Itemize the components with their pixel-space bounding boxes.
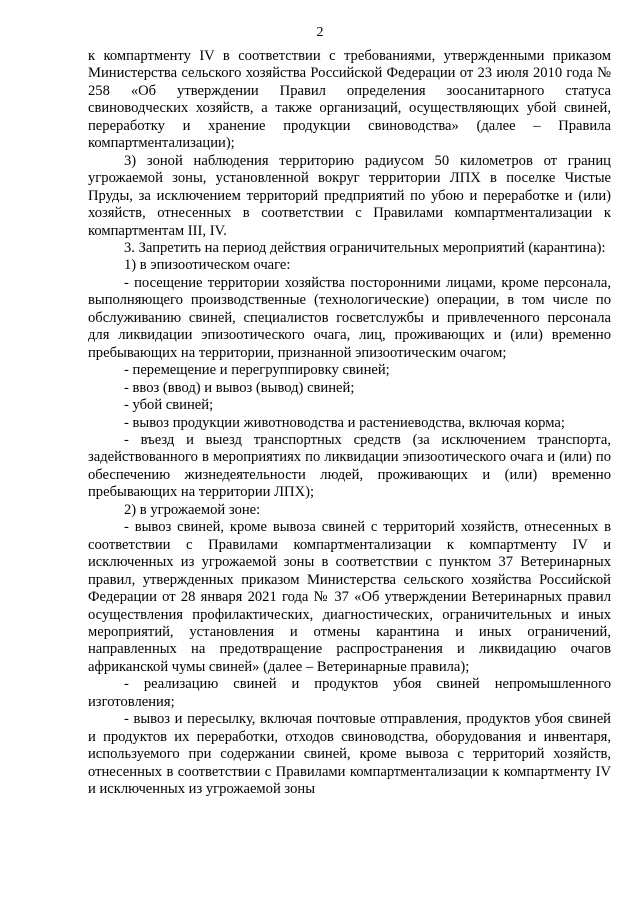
paragraph-continuation: к компартменту IV в соответствии с требованиями, утвержденными приказом Министерства сельского хозяйства Российской Федерации от 23 июля 2010 года № 258 «Об утверждении Правил определения зоосанитарного статуса свиноводческих хозяйств, а также организаций, осуществляющих убой свиней, переработку и хранение продукции свиноводства» (далее – Правила компартментализации); [88, 48, 611, 152]
list-item-pig-export: - вывоз свиней, кроме вывоза свиней с территорий хозяйств, отнесенных в соответствии с Правилами компартментализации к компартменту IV и исключенных из угрожаемой зоны в соответствии с пунктом 37 Ветеринарных правил, утвержденных приказом Министерства сельского хозяйства Российской Федерации от 28 января 2021 года № 37 «Об утверждении Ветеринарных правил осуществления профилактических, диагностических, ограничительных и иных мероприятий, установления и отмены карантина и иных ограничений, направленных на предотвращение распространения и ликвидацию очагов африканской чумы свиней» (далее – Ветеринарные правила); [88, 519, 611, 675]
list-item-sale: - реализацию свиней и продуктов убоя свиней непромышленного изготовления; [88, 676, 611, 710]
paragraph-focus-heading: 1) в эпизоотическом очаге: [124, 257, 291, 274]
list-item-vehicles: - въезд и выезд транспортных средств (за исключением транспорта, задействованного в мероприятиях по ликвидации эпизоотического очага и (или) по обеспечению жизнедеятельности людей, проживающих и (или) временно пребывающих на территории ЛПХ); [88, 431, 611, 501]
list-item-visiting: - посещение территории хозяйства посторонними лицами, кроме персонала, выполняющего производственные (технологические) операции, в том числе по обслуживанию свиней, специалистов госветслужбы и привлеченного персонала для ликвидации эпизоотического очага, лиц, проживающих и (или) временно пребывающих на территории, признанной эпизоотическим очагом; [88, 274, 611, 361]
list-item-slaughter: - убой свиней; [124, 397, 214, 414]
paragraph-threat-zone-heading: 2) в угрожаемой зоне: [124, 501, 261, 518]
page-number: 2 [316, 25, 324, 40]
list-item-movement: - перемещение и перегруппировку свиней; [124, 362, 390, 379]
list-item-products-export: - вывоз продукции животноводства и растениеводства, включая корма; [124, 414, 565, 431]
document-body [88, 48, 611, 798]
list-item-shipping: - вывоз и пересылку, включая почтовые отправления, продуктов убоя свиней и продуктов их переработки, отходов свиноводства, оборудования и инвентаря, используемого при содержании свиней, кроме вывоза с территорий хозяйств, отнесенных в соответствии с Правилами компартментализации к компартменту IV и исключенных из угрожаемой зоны [88, 711, 611, 798]
paragraph-prohibition-intro: 3. Запретить на период действия ограничительных мероприятий (карантина): [124, 239, 606, 256]
list-item-import-export: - ввоз (ввод) и вывоз (вывод) свиней; [124, 379, 355, 396]
paragraph-observation-zone: 3) зоной наблюдения территорию радиусом 50 километров от границ угрожаемой зоны, установленной вокруг территории ЛПХ в поселке Чистые Пруды, за исключением территорий предприятий по убою и переработке и (или) хозяйств, отнесенных в соответствии с Правилами компартментализации к компартментам III, IV. [88, 152, 611, 239]
